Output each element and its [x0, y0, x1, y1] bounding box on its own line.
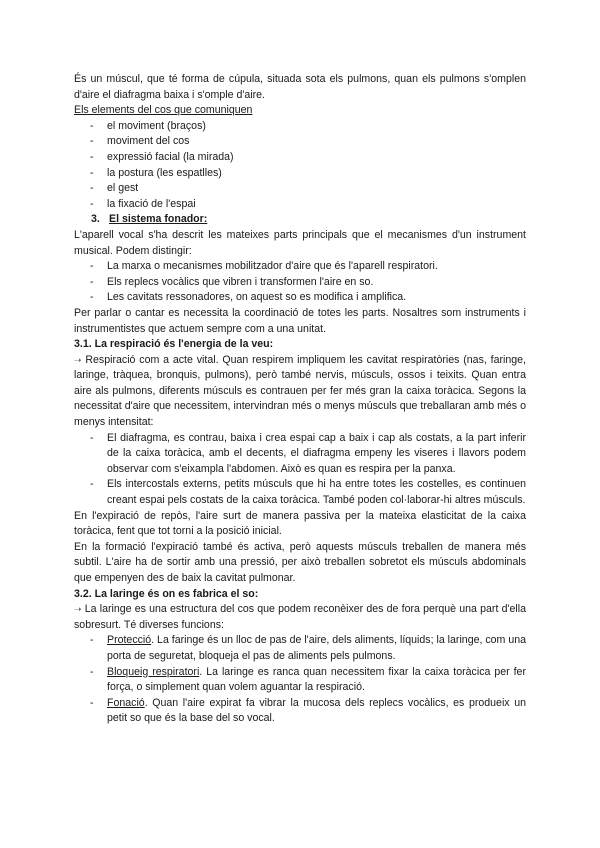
- list-item: - El diafragma, es contrau, baixa i crea espai cap a baix i cap als costats, a la part inferir de la caixa toràcica, amb el decents, el diafragma empeny les viseres i llavors podem observar com s'eixampla l'abdomen. Això es quan es respira per la panxa.: [107, 431, 526, 478]
- section-3-2-intro-text: La laringe es una estructura del cos que podem reconèixer des de fora perquè una part d'ella sobresurt. Té diverses funcions:: [74, 603, 526, 631]
- section-3-1-title: 3.1. La respiració és l'energia de la veu:: [74, 338, 274, 351]
- function-term: Fonació: [107, 696, 145, 709]
- list-item: [107, 633, 526, 664]
- section-3-1-intro: [74, 353, 526, 431]
- list-item: - Les cavitats ressonadores, on aquest so es modifica i amplifica.: [107, 290, 526, 306]
- list-item: - el moviment (braços): [107, 119, 526, 135]
- expiration-paragraph: En l'expiració de repòs, l'aire surt de manera passiva per la mateixa elasticitat de la caixa toràcica, fent que tot torni a la posició inicial.: [74, 509, 526, 538]
- section-3-parts-list: [74, 259, 526, 306]
- function-text: . Quan l'aire expirat fa vibrar la mucosa dels replecs vocàlics, es produeix un petit so que és la base del so vocal.: [107, 696, 526, 725]
- function-text: . La faringe és un lloc de pas de l'aire, dels aliments, líquids; la laringe, com una porta de seguretat, bloqueja el pas de aliments pels pulmons.: [107, 634, 526, 662]
- function-term: Protecció: [107, 634, 152, 647]
- list-item: [107, 696, 526, 727]
- list-item: - Els replecs vocàlics que vibren i transformen l'aire en so.: [107, 275, 526, 291]
- section-3-heading: [74, 212, 526, 228]
- section-3-2-title: 3.2. La laringe és on es fabrica el so:: [74, 587, 259, 600]
- function-text: . La laringe es ranca quan necessitem fixar la caixa toràcica per fer força, o simplement quan volem aguantar la respiració.: [107, 665, 526, 694]
- list-item: - el gest: [107, 181, 526, 197]
- intro-paragraph: És un múscul, que té forma de cúpula, situada sota els pulmons, quan els pulmons s'omplen d'aire el diafragma baixa i s'omple d'aire.: [74, 73, 526, 101]
- elements-heading: Els elements del cos que comuniquen: [74, 104, 253, 117]
- list-item: - la postura (les espatlles): [107, 166, 526, 182]
- functions-list: [74, 633, 526, 727]
- list-item: - La marxa o mecanismes mobilitzador d'aire que és l'aparell respiratori.: [107, 259, 526, 275]
- section-3-title: El sistema fonador:: [109, 213, 208, 226]
- list-item: - moviment del cos: [107, 134, 526, 150]
- section-3-1-intro-text: Respiració com a acte vital. Quan respirem impliquem les cavitat respiratòries (nas, faringe, laringe, tràquea, bronquis, pulmons), però també nervis, músculs, ossos i teixits. Quan entra aire als pulmons, diferents músculs es contrauen per fer més gran la caixa toràcica. Segons la necessitat d'aire que necessitem, intervindran més o menys músculs que treballaran amb més o menys intensitat:: [74, 353, 526, 429]
- function-term: Bloqueig respiratori: [107, 665, 200, 678]
- arrow-icon: ➝: [74, 604, 82, 615]
- section-3-number: 3.: [91, 213, 100, 226]
- section-3-closing: Per parlar o cantar es necessita la coordinació de totes les parts. Nosaltres som instruments i instrumentistes que actuem sempre com a una unitat.: [74, 306, 526, 335]
- list-item: - Els intercostals externs, petits músculs que hi ha entre totes les costelles, es continuen creant espai pels costats de la caixa toràcica. També poden col·laborar-hi altres músculs.: [107, 477, 526, 508]
- arrow-icon: ➝: [74, 354, 82, 365]
- section-3-intro: L'aparell vocal s'ha descrit les mateixes parts principals que el mecanismes d'un instrument musical. Podem distingir:: [74, 228, 526, 257]
- list-item: - expressió facial (la mirada): [107, 150, 526, 166]
- list-item: - la fixació de l'espai: [107, 197, 526, 213]
- list-item: [107, 665, 526, 696]
- section-3-1-list: [74, 431, 526, 509]
- section-3-2-intro: [74, 602, 526, 633]
- formation-paragraph: En la formació l'expiració també és activa, però aquests músculs treballen de manera més subtil. L'aire ha de sortir amb una pressió, per això treballen sobretot els músculs abdominals que empenyen des de baix la cavitat pulmonar.: [74, 540, 526, 584]
- elements-list: [74, 119, 526, 213]
